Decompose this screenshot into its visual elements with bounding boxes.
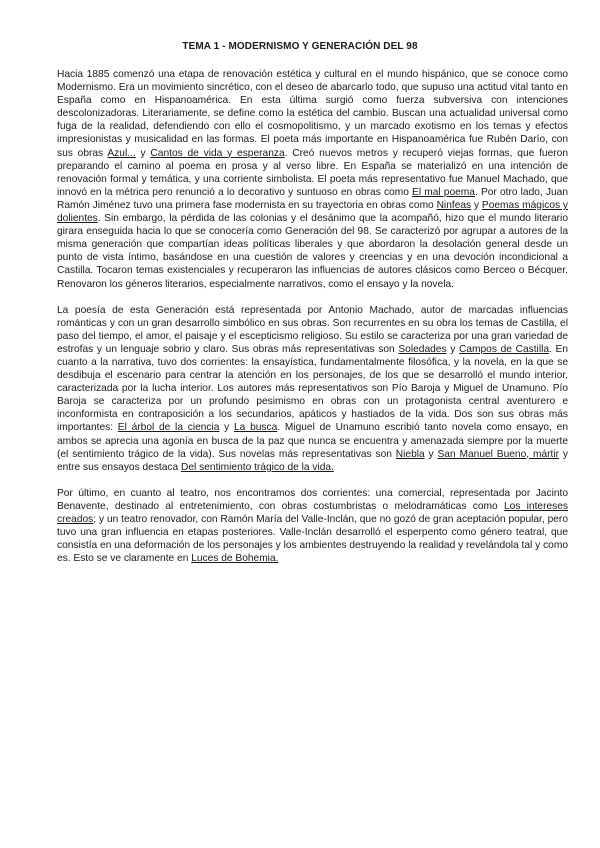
paragraph-text: . Sin embargo, la pérdida de las colonias y el desánimo que la acompañó, hizo que el mundo literario girara enseguida hacia lo que se conocería como Generación del 98. Se caracterizó por agrupar a autores de la misma generación que compartían ideas políticas liberales y que abordaron la desolación general desde un punto de vista íntimo, basándose en una cuestión de valores y creencias y en una devoción incondicional a Castilla. Tocaron temas existenciales y recuperaron las influencias de autores clásicos como Berceo o Bécquer. Renovaron los géneros literarios, especialmente narrativos, como el ensayo y la novela. <box>57 213 568 290</box>
work-title: La busca <box>234 422 278 434</box>
paragraph-text: . Creó nuevos metros y recuperó viejas formas, que fueron preparando el camino al poema en prosa y al verso libre. En España se materializó en una intención de renovación formal y temática, y una corriente simbolista. El poeta más representativo fue Manuel Machado, que innovó en la métrica pero renunció a lo decorativo y suntuoso en obras como <box>57 147 568 198</box>
paragraph-text: y <box>219 422 235 434</box>
paragraph-text: y <box>135 147 151 159</box>
work-title: Los intereses creados <box>57 500 568 525</box>
paragraph-text: La poesía de esta Generación está representada por Antonio Machado, autor de marcadas influencias románticas y con un gran desarrollo simbólico en sus obras. Son recurrentes en su obra los temas de Castilla, el paso del tiempo, el amor, el paisaje y el escepticismo religioso. Su estilo se caracteriza por una gran variedad de estrofas y un lenguaje sobrio y claro. Sus obras más representativas son <box>57 304 568 355</box>
paragraph-text: Por último, en cuanto al teatro, nos encontramos dos corrientes: una comercial, representada por Jacinto Benavente, destinado al entretenimiento, con obras costumbristas o melodramáticas como <box>57 487 568 512</box>
work-title: Niebla <box>395 448 425 460</box>
paragraph-text: y <box>446 343 459 355</box>
paragraph-text: . En cuanto a la narrativa, tuvo dos corrientes: la ensayística, fundamentalmente filosófica, y la novela, en la que se desdibuja el escenario para centrar la atención en los personajes, de los que se desarrolló el mundo interior, caracterizada por la lucha interior. Los autores más representativos son Pío Baroja y Miguel de Unamuno. Pío Baroja se caracteriza por un profundo pesimismo en obras con un protagonista central aventurero e inconformista en contraposición a los secundarios, apáticos y hastiados de la vida. Dos son sus obras más importantes: <box>57 343 568 434</box>
paragraph-text: y entre sus ensayos destaca <box>57 448 568 473</box>
work-title: San Manuel Bueno, mártir <box>437 448 559 460</box>
paragraph <box>57 68 568 291</box>
work-title: Azul... <box>107 147 136 159</box>
work-title: Soledades <box>398 343 447 355</box>
work-title: Cantos de vida y esperanza <box>150 147 285 159</box>
work-title: El árbol de la ciencia <box>117 422 220 434</box>
paragraph <box>57 304 568 474</box>
paragraph <box>57 487 568 566</box>
paragraph-text: y <box>471 199 482 211</box>
paragraph-text: ; y un teatro renovador, con Ramón María del Valle-Inclán, que no gozó de gran aceptación popular, pero tuvo una gran influencia en etapas posteriores. Valle-Inclán desarrolló el esperpento como género teatral, que consistía en una deformación de los personajes y los ambientes destruyendo la realidad y revelándola tal y como es. Esto se ve claramente en <box>57 514 568 565</box>
work-title: Poemas mágicos y dolientes <box>57 199 569 225</box>
paragraph-text: y <box>424 448 438 460</box>
work-title: Del sentimiento trágico de la vida. <box>181 461 334 473</box>
paragraph-text: . Miguel de Unamuno escribió tanto novela como ensayo, en ambos se aprecia una agonía en busca de la paz que nunca se encuentra y amenazada siempre por la muerte (el sentimiento trágico de la vida). Sus novelas más representativas son <box>57 422 568 460</box>
paragraph-text: Hacia 1885 comenzó una etapa de renovación estética y cultural en el mundo hispánico, que se conoce como Modernismo. Era un movimiento sincrético, con el deseo de abarcarlo todo, que supuso una actitud vital tanto en España como en Hispanoamérica. En esta última surgió como fuerza subversiva con intenciones descolonizadoras. Literariamente, se define como la estética del cambio. Buscan una actualidad universal como fuga de la realidad, defendiendo con ello el cosmopolitismo, y un marcado exotismo en los temas y efectos impresionistas y musicalidad en las formas. El poeta más importante en Hispanoamérica fue Rubén Darío, con sus obras <box>57 69 568 159</box>
paragraph-text: . Por otro lado, Juan Ramón Jiménez tuvo una primera fase modernista en su trayectoria en obras como <box>57 186 568 211</box>
work-title: Luces de Bohemia. <box>191 553 279 565</box>
work-title: Ninfeas <box>436 199 472 211</box>
work-title: Campos de Castilla <box>459 343 550 355</box>
document-body <box>57 68 568 578</box>
document-title: TEMA 1 - MODERNISMO Y GENERACIÓN DEL 98 <box>182 41 418 52</box>
work-title: El mal poema <box>412 186 475 198</box>
